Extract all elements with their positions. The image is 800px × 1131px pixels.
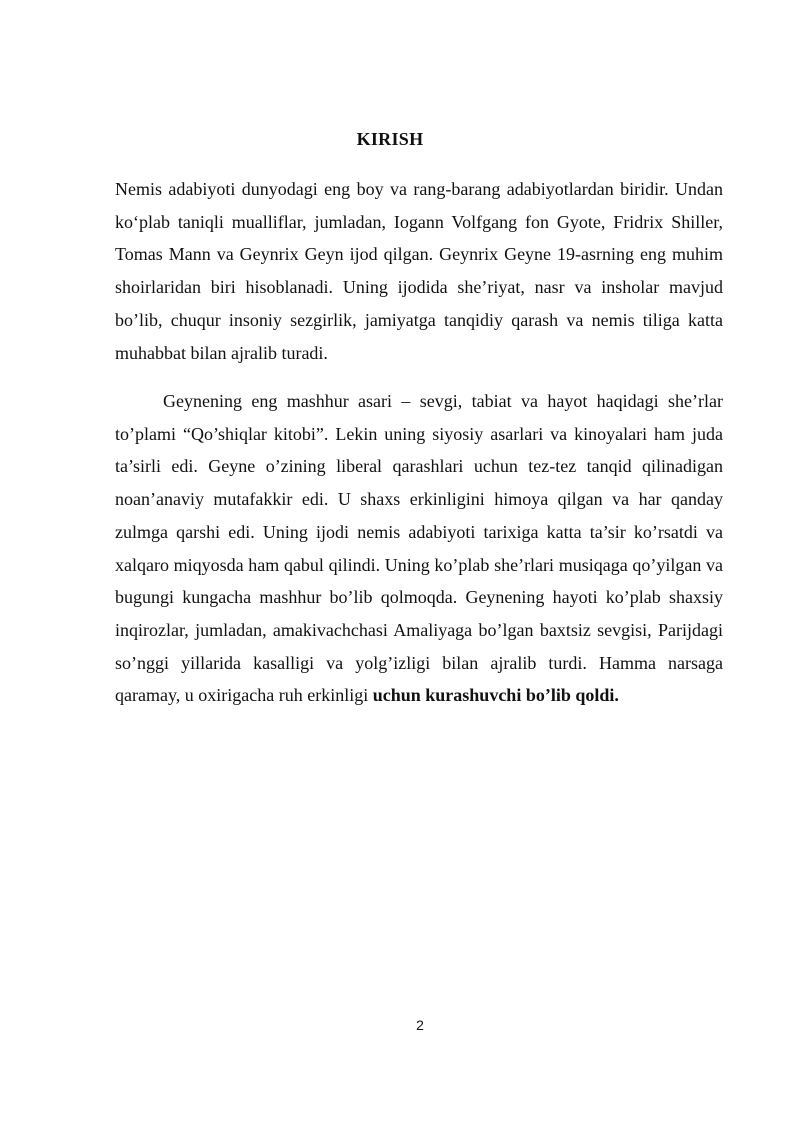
page-number: 2 — [416, 1017, 424, 1033]
paragraph-intro: Nemis adabiyoti dunyodagi eng boy va rang-barang adabiyotlardan biridir. Undan koʻplab taniqli mualliflar, jumladan, Iogann Volfgang fon Gyote, Fridrix Shiller, Tomas Mann va Geynrix Geyn ijod qilgan. Geynrix Geyne 19-asrning eng muhim shoirlaridan biri hisoblanadi. Uning ijodida she’riyat, nasr va insholar mavjud bo’lib, chuqur insoniy sezgirlik, jamiyatga tanqidiy qarash va nemis tiliga katta muhabbat bilan ajralib turadi. — [115, 179, 723, 363]
paragraph-heine-text: Geynening eng mashhur asari – sevgi, tabiat va hayot haqidagi she’rlar to’plami “Qo’shiqlar kitobi”. Lekin uning siyosiy asarlari va kinoyalari ham juda ta’sirli edi. Geyne o’zining liberal qarashlari uchun tez-tez tanqid qilinadigan noan’anaviy mutafakkir edi. U shaxs erkinligini himoya qilgan va har qanday zulmga qarshi edi. Uning ijodi nemis adabiyoti tarixiga katta ta’sir ko’rsatdi va xalqaro miqyosda ham qabul qilindi. Uning ko’plab she’rlari musiqaga qo’yilgan va bugungi kungacha mashhur bo’lib qolmoqda. Geynening hayoti ko’plab shaxsiy inqirozlar, jumladan, amakivachchasi Amaliyaga bo’lgan baxtsiz sevgisi, Parijdagi so’nggi yillarida kasalligi va yolg’izligi bilan ajralib turdi. Hamma narsaga qaramay, u oxirigacha ruh erkinligi — [115, 391, 723, 706]
paragraph-heine-bold-ending: uchun kurashuvchi bo’lib qoldi. — [372, 685, 619, 706]
paragraph-heine — [115, 385, 723, 712]
section-heading: KIRISH — [356, 129, 424, 149]
